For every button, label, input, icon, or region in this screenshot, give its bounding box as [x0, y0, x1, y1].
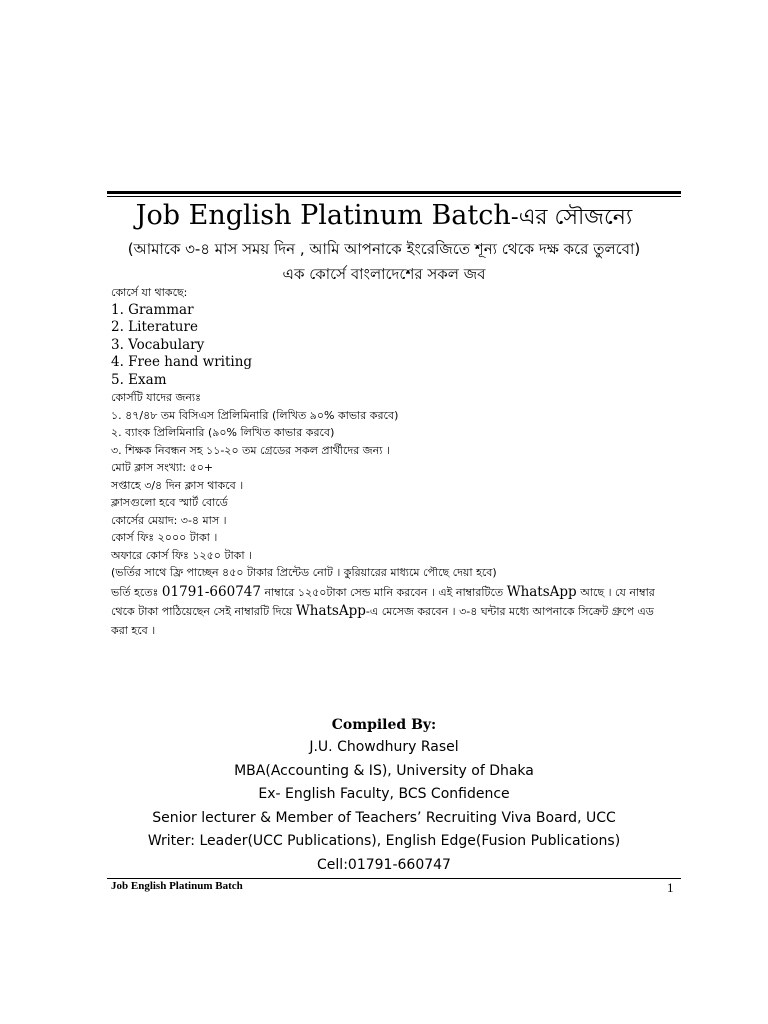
detail-smart-board: ক্লাসগুলো হবে স্মার্ট বোর্ডে [111, 496, 228, 509]
footer-rule [107, 878, 681, 879]
whatsapp-label: WhatsApp [295, 603, 366, 619]
author-name: J.U. Chowdhury Rasel [309, 739, 459, 755]
detail-course-fee: কোর্স ফিঃ ২০০০ টাকা । [111, 531, 218, 544]
header-rule-thin [107, 196, 681, 197]
audience-item: ১. ৪৭/৪৮ তম বিসিএস প্রিলিমিনারি (লিখিত ৯০% কাভার করবে) [111, 408, 399, 422]
tagline: এক কোর্সে বাংলাদেশের সকল জব [282, 265, 486, 283]
detail-duration: কোর্সের মেয়াদ: ৩-৪ মাস । [111, 513, 227, 527]
page-title [0, 200, 768, 237]
contents-heading: কোর্সে যা থাকছে: [111, 286, 188, 299]
audience-item: ২. ব্যাংক প্রিলিমিনারি (৯০% লিখিত কাভার করবে) [111, 426, 335, 439]
subtitle: (আমাকে ৩-৪ মাস সময় দিন , আমি আপনাকে ইংরেজিতে শূন্য থেকে দক্ষ করে তুলবো) [127, 240, 641, 258]
contents-item-writing: 4. Free hand writing [111, 354, 253, 370]
header-rule-thick [107, 191, 681, 194]
admission-paragraph: ভর্তি হতেঃ 01791-660747 নাম্বারে ১২৫০টাকা সেন্ড মানি করবেন । এই নাম্বারটিতে WhatsApp আছে । যে নাম্বার থেকে টাকা পাঠিয়েছেন সেই নাম্বারটি দিয়ে WhatsApp-এ মেসেজ করবেন । ৩-৪ ঘন্টার মধ্যে আপনাকে সিক্রেট গ্রুপে এড করা হবে । [111, 583, 655, 637]
contents-item-exam: 5. Exam [111, 371, 167, 388]
title-english: Job English Platinum Batch [135, 200, 511, 231]
detail-offer-fee: অফারে কোর্স ফিঃ ১২৫০ টাকা । [111, 548, 252, 562]
author-degree: MBA(Accounting & IS), University of Dhaka [234, 762, 534, 779]
title-bangla: -এর সৌজন্যে [510, 205, 633, 230]
detail-total-classes: মোট ক্লাস সংখ্যা: ৫০+ [111, 461, 214, 474]
detail-free-notes: (ভর্তির সাথে ফ্রি পাচ্ছেন ৪৫০ টাকার প্রিন্টেড নোট । কুরিয়ারের মাধ্যমে পৌছে দেয়া হবে) [111, 566, 497, 579]
author-current-role: Senior lecturer & Member of Teachers’ Recruiting Viva Board, UCC [152, 809, 616, 826]
detail-weekly-classes: সপ্তাহে ৩/৪ দিন ক্লাস থাকবে । [111, 478, 244, 492]
footer-title: Job English Platinum Batch [111, 880, 243, 892]
page-number: 1 [667, 880, 674, 895]
course-body [111, 284, 671, 640]
author-former-role: Ex- English Faculty, BCS Confidence [258, 786, 510, 802]
author-publications: Writer: Leader(UCC Publications), English Edge(Fusion Publications) [147, 833, 621, 849]
audience-item: ৩. শিক্ষক নিবন্ধন সহ ১১-২০ তম গ্রেডের সকল প্রার্থীদের জন্য । [111, 443, 390, 457]
author-cell: Cell:01791-660747 [317, 856, 451, 873]
contents-item-literature: 2. Literature [111, 319, 198, 335]
admission-phone: 01791-660747 [161, 583, 261, 600]
audience-heading: কোর্সটি যাদের জন্যঃ [111, 391, 201, 404]
credits-block [0, 714, 768, 877]
whatsapp-label: WhatsApp [506, 583, 577, 600]
contents-item-grammar: 1. Grammar [111, 301, 194, 318]
compiled-by-heading: Compiled By: [331, 717, 437, 733]
contents-item-vocabulary: 3. Vocabulary [111, 336, 205, 353]
